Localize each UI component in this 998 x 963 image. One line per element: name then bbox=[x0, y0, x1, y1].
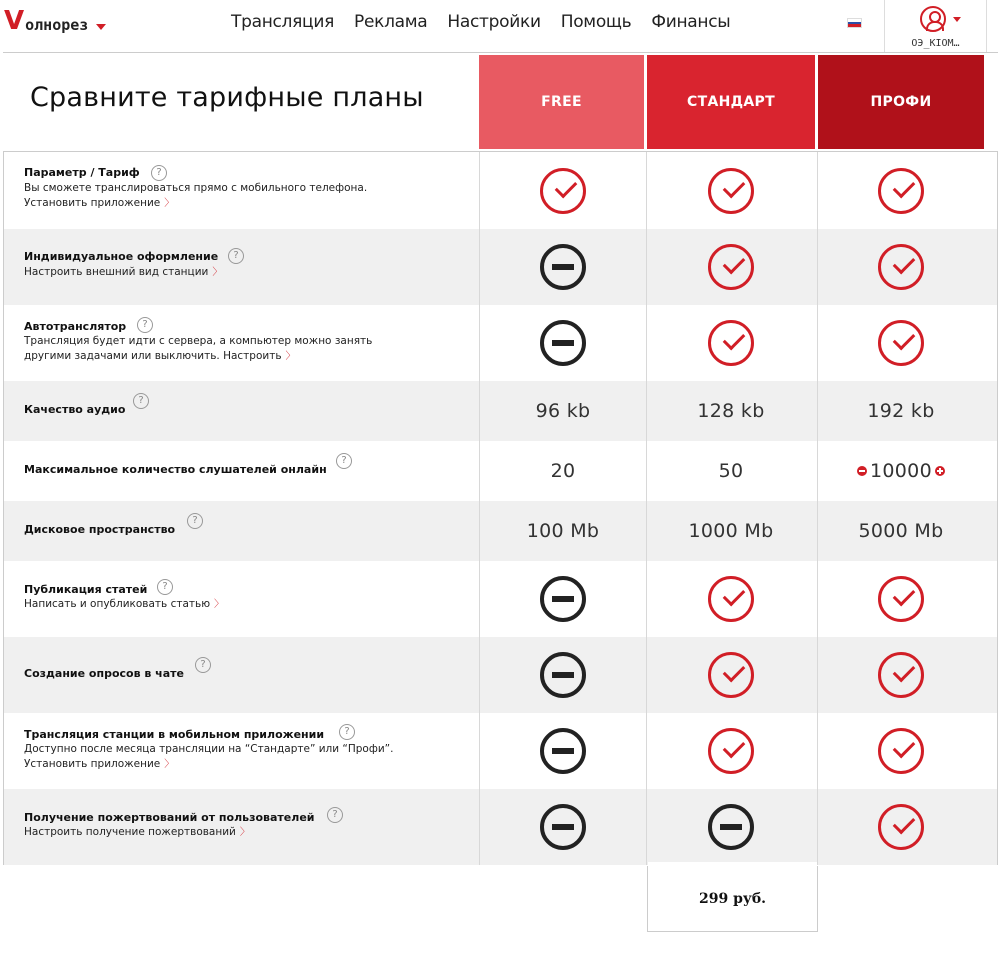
help-icon[interactable]: ? bbox=[336, 453, 352, 469]
table-cell bbox=[483, 441, 643, 501]
feature-link[interactable] bbox=[24, 826, 250, 838]
table-cell bbox=[651, 561, 811, 637]
minus-icon bbox=[540, 728, 586, 774]
chevron-right-icon: 〉 bbox=[214, 599, 225, 610]
table-cell bbox=[651, 789, 811, 865]
language-flag-icon[interactable] bbox=[847, 18, 862, 28]
nav-item-broadcast[interactable]: Трансляция bbox=[231, 12, 334, 32]
feature-title: Создание опросов в чате bbox=[24, 667, 184, 680]
description-text: Вы сможете транслироваться прямо с мобильного телефона. bbox=[24, 182, 368, 194]
table-cell bbox=[821, 441, 981, 501]
table-cell bbox=[651, 152, 811, 229]
check-icon bbox=[878, 576, 924, 622]
chevron-right-icon: 〉 bbox=[285, 351, 296, 362]
feature-link[interactable] bbox=[24, 598, 224, 610]
feature-description bbox=[24, 742, 404, 772]
help-icon[interactable]: ? bbox=[228, 248, 244, 264]
check-icon bbox=[708, 652, 754, 698]
feature-title: Индивидуальное оформление bbox=[24, 250, 219, 263]
table-cell bbox=[821, 789, 981, 865]
top-header bbox=[0, 0, 998, 52]
feature-title: Качество аудио bbox=[24, 403, 126, 416]
page-title: Сравните тарифные планы bbox=[30, 82, 424, 113]
feature-link-label: Настроить внешний вид станции bbox=[24, 266, 209, 278]
cell-value: 128 kb bbox=[697, 400, 765, 422]
table-cell bbox=[651, 501, 811, 561]
check-icon bbox=[708, 728, 754, 774]
table-cell bbox=[483, 789, 643, 865]
table-cell bbox=[483, 561, 643, 637]
nav-item-ads[interactable]: Реклама bbox=[354, 12, 428, 32]
description-text: Доступно после месяца трансляции на “Стандарте” или “Профи”. bbox=[24, 743, 394, 755]
table-cell bbox=[651, 229, 811, 305]
price-standard[interactable]: 299 руб. bbox=[647, 866, 818, 932]
feature-title: Трансляция станции в мобильном приложении bbox=[24, 728, 325, 741]
minus-icon bbox=[540, 244, 586, 290]
table-cell bbox=[651, 381, 811, 441]
chevron-right-icon: 〉 bbox=[164, 759, 175, 770]
nav-item-settings[interactable]: Настройки bbox=[447, 12, 541, 32]
user-menu[interactable] bbox=[884, 0, 987, 52]
help-icon[interactable]: ? bbox=[187, 513, 203, 529]
check-icon bbox=[878, 804, 924, 850]
column-divider bbox=[646, 152, 647, 865]
table-cell bbox=[821, 501, 981, 561]
help-icon[interactable]: ? bbox=[339, 724, 355, 740]
feature-title: Параметр / Тариф bbox=[24, 166, 140, 179]
table-cell bbox=[483, 305, 643, 381]
feature-description bbox=[24, 181, 404, 211]
avatar-icon bbox=[920, 6, 946, 32]
table-cell bbox=[821, 637, 981, 713]
feature-link-label: Установить приложение bbox=[24, 758, 161, 770]
feature-link[interactable] bbox=[223, 350, 295, 362]
minus-icon bbox=[540, 652, 586, 698]
column-divider bbox=[479, 152, 480, 865]
table-cell bbox=[483, 381, 643, 441]
feature-title: Автотранслятор bbox=[24, 320, 127, 333]
cell-value: 5000 Mb bbox=[858, 520, 944, 542]
minus-icon bbox=[540, 804, 586, 850]
feature-link-label: Настроить получение пожертвований bbox=[24, 826, 236, 838]
help-icon[interactable]: ? bbox=[133, 393, 149, 409]
check-icon bbox=[878, 652, 924, 698]
table-cell bbox=[821, 229, 981, 305]
table-cell bbox=[651, 637, 811, 713]
feature-title: Публикация статей bbox=[24, 583, 148, 596]
minus-icon bbox=[708, 804, 754, 850]
username: ОЭ_КIOМ… bbox=[911, 38, 960, 49]
feature-description bbox=[24, 265, 404, 280]
listeners-stepper bbox=[857, 460, 945, 482]
help-icon[interactable]: ? bbox=[157, 579, 173, 595]
chevron-down-icon[interactable] bbox=[96, 24, 106, 30]
check-icon bbox=[708, 576, 754, 622]
check-icon bbox=[708, 244, 754, 290]
plan-header-standard[interactable]: СТАНДАРТ bbox=[647, 55, 815, 149]
logo-letter: V bbox=[4, 6, 25, 36]
cell-value: 96 kb bbox=[535, 400, 591, 422]
cell-value: 20 bbox=[550, 460, 576, 482]
check-icon bbox=[540, 168, 586, 214]
logo[interactable] bbox=[4, 8, 106, 34]
table-cell bbox=[821, 305, 981, 381]
table-cell bbox=[483, 152, 643, 229]
feature-description bbox=[24, 825, 404, 840]
plan-header-pro[interactable]: ПРОФИ bbox=[818, 55, 984, 149]
check-icon bbox=[878, 244, 924, 290]
chevron-down-icon bbox=[953, 17, 961, 22]
cell-value: 50 bbox=[718, 460, 744, 482]
help-icon[interactable]: ? bbox=[151, 165, 167, 181]
feature-link[interactable] bbox=[24, 266, 222, 278]
cell-value: 192 kb bbox=[867, 400, 935, 422]
minus-icon bbox=[540, 576, 586, 622]
feature-title: Получение пожертвований от пользователей bbox=[24, 811, 315, 824]
nav-item-finance[interactable]: Финансы bbox=[651, 12, 731, 32]
table-cell bbox=[651, 441, 811, 501]
check-icon bbox=[708, 168, 754, 214]
check-icon bbox=[878, 320, 924, 366]
feature-description bbox=[24, 334, 404, 364]
table-cell bbox=[821, 152, 981, 229]
feature-link-label: Установить приложение bbox=[24, 197, 161, 209]
table-cell bbox=[651, 305, 811, 381]
chevron-right-icon: 〉 bbox=[164, 198, 175, 209]
table-cell bbox=[821, 381, 981, 441]
cell-value: 100 Mb bbox=[526, 520, 600, 542]
feature-link-label: Написать и опубликовать статью bbox=[24, 598, 211, 610]
feature-link[interactable] bbox=[24, 758, 174, 770]
main-nav bbox=[231, 12, 750, 32]
decrease-button[interactable] bbox=[857, 466, 867, 476]
check-icon bbox=[878, 728, 924, 774]
feature-title: Дисковое пространство bbox=[24, 523, 176, 536]
feature-description bbox=[24, 597, 404, 612]
feature-title: Максимальное количество слушателей онлайн bbox=[24, 463, 327, 476]
cell-value: 1000 Mb bbox=[688, 520, 774, 542]
plan-header-free[interactable]: FREE bbox=[479, 55, 644, 149]
table-cell bbox=[651, 713, 811, 789]
table-cell bbox=[483, 501, 643, 561]
column-divider bbox=[817, 152, 818, 865]
increase-button[interactable] bbox=[935, 466, 945, 476]
minus-icon bbox=[540, 320, 586, 366]
logo-text: олнорез bbox=[25, 16, 89, 34]
table-cell bbox=[483, 229, 643, 305]
check-icon bbox=[708, 320, 754, 366]
feature-link-label: Настроить bbox=[223, 350, 282, 362]
nav-item-help[interactable]: Помощь bbox=[560, 12, 632, 32]
table-cell bbox=[821, 713, 981, 789]
help-icon[interactable]: ? bbox=[327, 807, 343, 823]
check-icon bbox=[878, 168, 924, 214]
help-icon[interactable]: ? bbox=[195, 657, 211, 673]
table-cell bbox=[483, 713, 643, 789]
description-text: Трансляция будет идти с сервера, а компьютер можно занять другими задачами или выключить. bbox=[24, 335, 373, 362]
feature-link[interactable] bbox=[24, 197, 174, 209]
chevron-right-icon: 〉 bbox=[239, 827, 250, 838]
chevron-right-icon: 〉 bbox=[212, 267, 223, 278]
listeners-value: 10000 bbox=[870, 460, 932, 482]
table-cell bbox=[821, 561, 981, 637]
help-icon[interactable]: ? bbox=[137, 317, 153, 333]
table-cell bbox=[483, 637, 643, 713]
